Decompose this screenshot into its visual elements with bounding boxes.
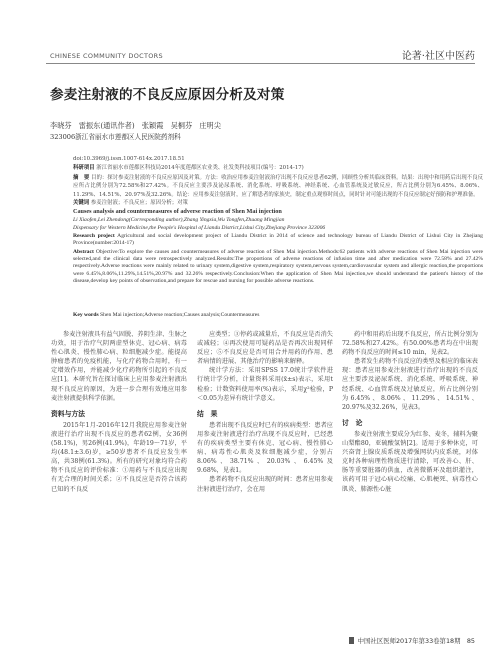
title-en: Causes analysis and countermeasures of adverse reaction of Shen Mai injection [73, 208, 282, 215]
abstract-cn-label: 摘 要 [73, 175, 90, 181]
body-column-1 [51, 330, 187, 494]
footer-bar-icon [349, 637, 354, 644]
abstract-en [73, 249, 483, 285]
doi: doi:10.3969/j.issn.1007-614x.2017.18.51 [73, 156, 185, 162]
header-divider [46, 63, 475, 64]
project-en [73, 233, 483, 247]
methods-paragraph: 2015年1月-2016年12月我院应用参麦注射液进行治疗出现不良反应的患者62例，女36例(58.1%)，男26例(41.9%)，年龄19～71岁，平均(48.1±3.6)岁，≥50岁患者不良反应发生率高，共38例(61.3%)。所有的研究对象均符合药物不良反应的评价标准：①用药与不良反应出现有无合理的时间关系；②不良反应是否符合该药已知的不良反 [51, 421, 187, 493]
article-title: 参麦注射液的不良反应原因分析及对策 [50, 87, 285, 103]
journal-header-en: CHINESE COMMUNITY DOCTORS [50, 52, 163, 60]
affiliation: 323006浙江省丽水市莲都区人民医院药剂科 [50, 133, 181, 141]
abstract-cn [73, 174, 483, 199]
authors-en: Li Xiaofen,Lei Zhendong(Corresponding author),Zhang Yingxia,Wu Tongfen,Zhuang Mingjian [73, 217, 285, 223]
intro-paragraph: 参麦注射液具有益气固脱、养阴生津、生脉之功效，用于治疗气阴两虚型休克、冠心病、病毒性心肌炎、慢性肺心病、粒细胞减少症。能提高肿瘤患者的免疫机能，与化疗药物合用时，有一定增效作用，并能减少化疗药物所引起的不良反应[1]。本研究旨在探讨临床上应用参麦注射液出现不良反应的原因，为进一步合理有效地应用参麦注射液提供科学依据。 [51, 331, 187, 402]
footer-text: 中国社区医师2017年第33卷第18期 85 [357, 637, 475, 645]
results-paragraph-4: 患者发生药物不良反应的类型及相应的临床表现：患者应用参麦注射液进行治疗出现的不良反应主要涉及泌尿系统、消化系统、呼吸系统、神经系统、心血管系统及过敏反应，所占比例分别为6.45%、8.06%、11.29%、14.51%、20.97%及32.26%，见表3。 [342, 358, 478, 411]
results-paragraph-1: 患者出现不良反应时已有的疾病类型：患者应用参麦注射液进行治疗出现不良反应时，已经患有的疾病类型主要有休克、冠心病、慢性肺心病、病毒性心肌炎及粒细胞减少症，分别占8.06%、38.71%、20.03%、6.45%及9.68%，见表1。 [197, 421, 333, 475]
section-label: 论著·社区中医药 [401, 51, 475, 62]
results-paragraph-2: 患者药物不良反应出现的时间：患者应用参麦注射液进行治疗，会在用 [197, 476, 333, 493]
keywords-en [73, 312, 483, 319]
project-en-text: Agricultural and social development project of Liandu District in 2014 of science and technology bureau of Liandu District of Lishui City in Zhejiang Province(number:2014-17) [73, 233, 483, 247]
results-paragraph-3: 药中和用药后出现不良反应，所占比例分别为72.58%和27.42%。有50.00%患者均在中出现药物不良反应的时间≤10 min，见表2。 [342, 331, 478, 357]
authors: 李晓芬 雷振东(通讯作者) 张颖霞 吴桐芬 庄明尖 [50, 121, 221, 130]
discussion-paragraph: 参麦注射液主要成分为红参、麦冬，辅料为聚山梨酯80，亚硫酸氢钠[2]。适用于多种休克，可兴奋肾上腺皮质系统及增强网状内皮系统，对体克时各种病理性物质进行清除，可改善心、肝、肠等重要脏器的供血，改善微循环及组织灌注，该药可用于冠心病心绞痛、心肌梗死、病毒性心肌炎、肺源性心脏 [342, 430, 478, 493]
keywords-cn-label: 关键词 [73, 200, 90, 206]
body-column-3 [342, 330, 478, 494]
fund-info [73, 164, 483, 172]
abstract-en-label: Abstract [73, 249, 94, 255]
department-en: Dispensary for Western Medicine,the People's Hospital of Liandu District,Lishui City,Zhejiang Province 323006 [73, 225, 326, 231]
section-heading-methods: 资料与方法 [51, 409, 85, 418]
abstract-cn-text: 目的：探讨参麦注射液的不良反应原因及对策。方法：收治应用参麦注射液治疗出现不良反应患者62例，回顾性分析其临床资料。结果：出现中和用药后出现不良反应所占比例分别为72.58%和27.42%。不良反应主要涉及泌尿系统、消化系统、呼吸系统、神经系统、心血管系统及过敏反应，所占比例分别为6.45%、8.06%、11.29%、14.51%、20.97%及32.26%。结论：应用参麦注射液时，应了解患者的家族史，制定重点观察时间点，同时针对可能出现的不良反应制定好预防和护理准备。 [73, 175, 483, 198]
body-column-2 [197, 330, 333, 494]
keywords-en-label: Key words [73, 312, 99, 318]
keywords-cn-text: 参麦注射液；不良反应；原因分析；对策 [90, 200, 188, 206]
fund-label: 科研项目 [73, 165, 95, 171]
fund-text: 浙江省丽水市莲都区科技局2014年度莲都区农业类、社发类科技项目(编号：2014-17) [96, 165, 304, 171]
section-heading-results: 结 果 [197, 409, 218, 418]
keywords-cn [73, 199, 188, 207]
keywords-en-text: Shen Mai injection;Adverse reaction;Causes analysis;Countermeasures [100, 312, 260, 318]
project-en-label: Research project [73, 233, 115, 239]
criteria-paragraph: 应类型；③停药或减量后，不良反应是否消失或减轻；④再次使用可疑药品是否再次出现同样反应；⑤不良反应是否可用合并用药的作用、患者病情的进展、其他治疗的影响来解释。 [197, 331, 333, 366]
section-heading-discussion: 讨 论 [342, 418, 363, 427]
page-footer [349, 636, 475, 645]
statistics-paragraph: 统计学方法：采用SPSS 17.0统计学软件进行统计学分析，计量资料采用(x̄±s)表示，采用t检验；计数资料使用率(%)表示，采用χ²检验，P＜0.05为差异有统计学意义。 [197, 367, 333, 402]
abstract-en-text: Objective:To explore the causes and countermeasures of adverse reaction of Shen Mai injection.Methods:62 patients with adverse reactions of Shen Mai injection were selected,and the clinical data were retrospectively analyzed.Results:The proportions of adverse reactions of infusion time and after medication were 72.58% and 27.42% respectively.Adverse reactions were mainly related to urinary system,digestive system,respiratory system,nervous system,cardiovascular system and allergic reaction,the proportions were 6.45%,8.06%,11.29%,14.51%,20.97% and 32.26% respectively.Conclusion:When the application of Shen Mai injection,we should understand the patient's history of the disease,develop key points of observation,and prepare for rescue and nursing for possible adverse reactions. [73, 249, 483, 284]
